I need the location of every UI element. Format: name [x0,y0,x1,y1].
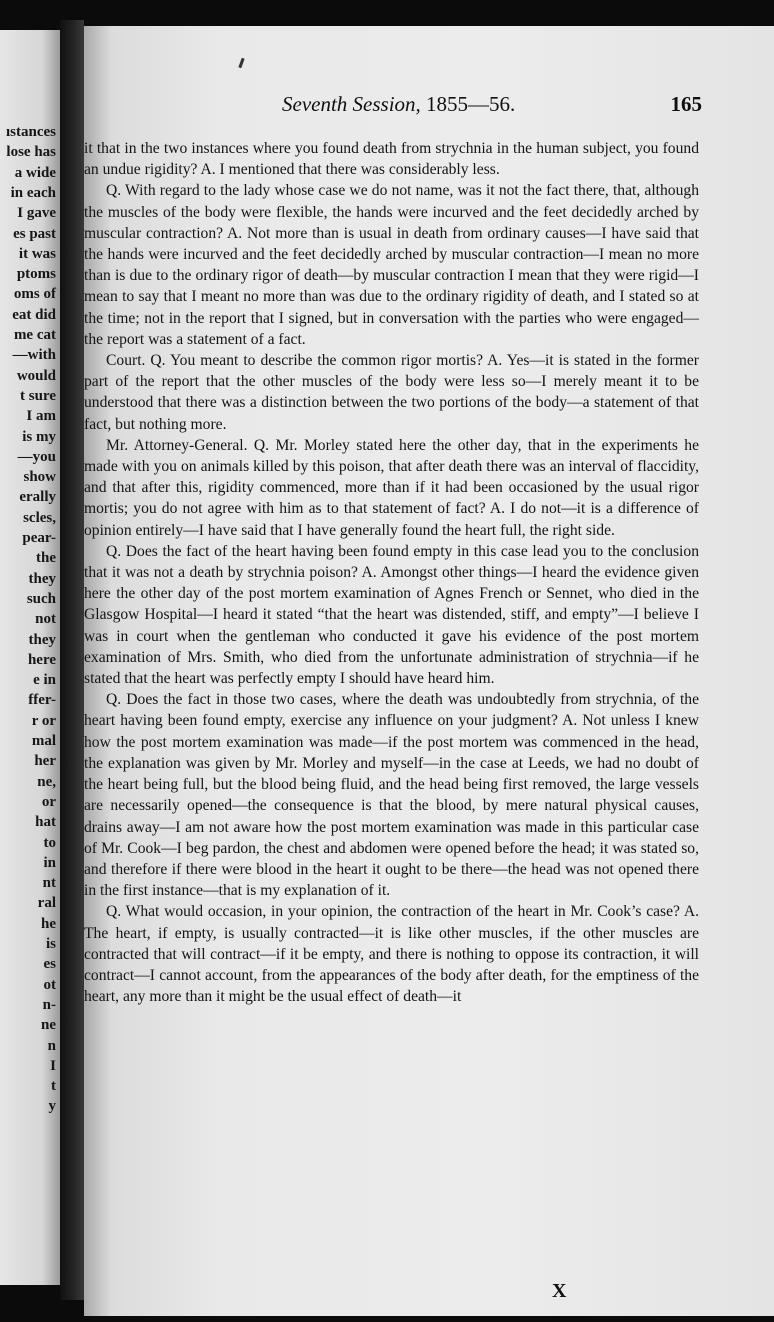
left-page-fragment: ptoms [16,266,56,283]
left-page-fragment: y [48,1098,56,1115]
paragraph: Mr. Attorney-General. Q. Mr. Morley stated here the other day, that in the experiments he made with you on animals killed by this poison, that after death there was an interval of flaccidity, and that after this, rigidity commenced, more than if it had been occasioned by the usual rigor mortis; you do not agree with him as to that statement of fact? A. I do not—it is a difference of opinion entirely—I have said that I have generally found the heart full, the right side. [84,436,699,539]
signature-mark: X [552,1280,567,1302]
left-page-fragment: oms of [13,286,56,303]
paragraph: Q. Does the fact in those two cases, where the death was undoubtedly from strychnia, of the heart having been found empty, exercise any influence on your judgment? A. Not unless I knew how the post mortem examination was made—if the post mortem was commenced in the head, the explanation was given by Mr. Morley and myself—in the case at Leeds, we had no doubt of the heart being full, but the blood being fluid, and the head being first removed, the large vessels are necessarily opened—the consequence is that the blood, by mere natural physical causes, drains away—I am not aware how the post mortem examination was made in this particular case of Mr. Cook—I beg pardon, the chest and abdomen were opened before the head; it was stated so, and therefore if there were blood in the heart it ought to be there—the head was not opened there in the first instance—that is my explanation of it. [84,691,699,900]
left-page-fragment: ne, [37,773,56,790]
left-page-fragment: a wide [14,164,56,181]
paragraph: it that in the two instances where you found death from strychnia in the human subject, you found an undue rigidity? A. I mentioned that there was considerably less. [84,140,699,179]
paragraph: Court. Q. You meant to describe the common rigor mortis? A. Yes—it is stated in the former part of the report that the other muscles of the body were less so—I merely meant it to be understood that there was a distinction between the two portions of the body—a statement of that fact, but nothing more. [84,352,699,433]
left-page-fragment: would [16,367,56,384]
left-page-fragment: is my [22,428,56,445]
left-page-fragment: I am [26,408,56,425]
left-page-fragment: nt [42,875,56,892]
left-page-fragment: lose has [6,144,56,161]
left-page-fragment: her [34,753,56,770]
left-page-fragment: he [41,915,56,932]
left-page-fragment: in each [10,184,56,201]
running-head-years: 1855—56. [426,92,516,116]
page-number: 165 [670,92,702,116]
left-page-fragment: mal [31,733,56,749]
left-page-fragment: show [23,469,56,486]
paragraph: Q. With regard to the lady whose case we do not name, was it not the fact there, that, although the muscles of the body were flexible, the hands were incurved and the feet decidedly arched by muscular contraction? A. Not more than is usual in death from ordinary causes—I have said that the hands were incurved and the feet decidedly arched by muscular contraction—I mean no more than is due to the ordinary rigor of death—by muscular contraction I mean that they were rigid—I mean to say that I meant no more than was due to the ordinary rigidity of death, and I stated so at the time; not in the report that I signed, but in conversation with the parties who were engaged—the report was a statement of a fact. [84,182,699,348]
left-page-fragment: —you [17,448,56,465]
left-page-fragment: ıstances [6,124,56,140]
left-page-fragment: ot [43,976,56,993]
left-page-fragment: pear- [22,530,56,546]
left-page-fragment: to [43,834,56,851]
left-page-edge [0,30,60,1285]
left-page-fragment: the [36,550,56,567]
left-page-fragment: ne [41,1017,56,1034]
left-page-fragment: is [45,936,56,952]
left-page-fragment: —with [12,347,56,364]
left-page-fragment: es past [13,225,56,242]
left-page-fragment: here [27,651,56,668]
left-page-fragment: t [51,1078,56,1095]
left-page-fragment: not [35,611,56,628]
left-page-fragment: hat [35,814,56,831]
left-page-fragment: they [28,570,56,587]
paragraph: Q. What would occasion, in your opinion, the contraction of the heart in Mr. Cook’s case? A. The heart, if empty, is usually contracted—it is like other muscles, if the other muscles are contracted that will contract—if it be empty, and there is nothing to oppose its contraction, it will contract—I cannot account, from the appearances of the body after death, for the emptiness of the heart, any more than it might be the usual effect of death—it [84,903,699,1006]
left-page-fragment: I gave [17,205,56,222]
left-page-fragment: such [26,590,56,607]
running-head [282,92,515,117]
left-page-fragment: or [41,793,56,810]
left-page-fragment: ral [37,895,56,912]
left-page-fragment: r or [31,712,56,729]
left-page-fragment: I [50,1057,56,1074]
left-page-fragment: it was [18,245,56,262]
page-body [84,138,699,1007]
left-page-fragment: me cat [13,327,56,343]
left-page-fragment: n [47,1037,56,1054]
left-page-fragment: es [43,956,56,973]
left-page-fragment: ffer- [28,692,56,709]
left-page-fragment: e in [33,672,56,689]
paragraph: Q. Does the fact of the heart having been found empty in this case lead you to the conclusion that it was not a death by strychnia poison? A. Amongst other things—I heard the evidence given here the other day of the post mortem examination of Agnes French or Sennet, who died in the Glasgow Hospital—I heard it stated “that the heart was distended, stiff, and empty”—I believe I was in court when the gentleman who conducted it gave his evidence of the post mortem examination of Mrs. Smith, who died from the unfortunate administration of strychnia—if he stated that the heart was perfectly empty I should have heard him. [84,542,699,688]
left-page-fragment: they [28,631,56,648]
left-page-fragment: scles, [23,509,56,526]
left-page-fragment: in [43,854,56,871]
book-gutter [60,20,84,1300]
running-head-title: Seventh Session, [282,92,421,116]
left-page-fragment: eat did [12,306,56,323]
left-page-fragment: n- [42,996,56,1013]
left-page-fragment: t sure [20,387,56,404]
left-page-fragment: erally [19,489,56,506]
